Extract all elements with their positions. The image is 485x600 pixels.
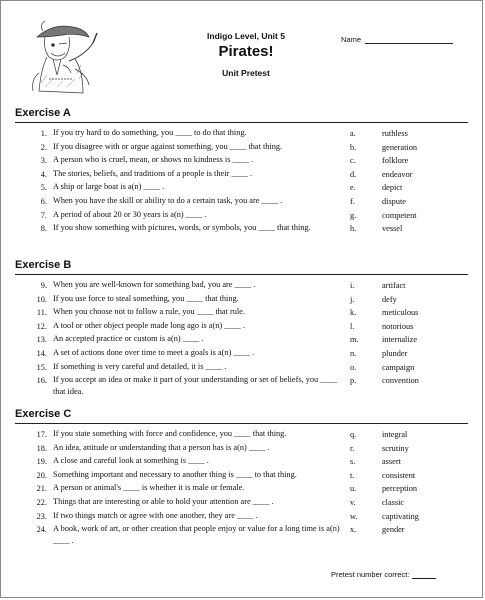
question-number: 17. xyxy=(36,430,47,439)
exercise-b-divider xyxy=(15,274,468,275)
list-item xyxy=(1,482,484,496)
question-text: A period of about 20 or 30 years is a(n) ____ . xyxy=(53,209,207,219)
name-blank-line[interactable] xyxy=(365,35,453,44)
choice-word: generation xyxy=(382,142,418,152)
unit-level: Indigo Level, Unit 5 xyxy=(207,31,285,41)
question-text: A person or animal's ____ is whether it is male or female. xyxy=(53,483,245,493)
name-field[interactable] xyxy=(341,35,453,44)
question-number: 20. xyxy=(36,470,47,480)
choice-letter: b. xyxy=(350,142,357,152)
choice-letter: n. xyxy=(350,348,357,358)
question-number: 13. xyxy=(36,335,47,345)
question-text: When you are well-known for something bad, you are ____ . xyxy=(53,280,256,289)
list-item xyxy=(1,347,484,361)
choice-letter: w. xyxy=(350,511,358,521)
choice-letter: r. xyxy=(350,443,355,453)
choice-word: convention xyxy=(382,376,419,386)
choice-word: consistent xyxy=(382,470,416,480)
choice-letter: d. xyxy=(350,169,357,179)
question-number: 3. xyxy=(40,156,47,166)
choice-word: artifact xyxy=(382,281,406,290)
exercise-a-divider xyxy=(15,122,468,123)
choice-letter: q. xyxy=(350,430,357,439)
question-text: A tool or other object people made long ago is a(n) ____ . xyxy=(53,320,245,330)
exercise-a-list xyxy=(1,127,484,247)
choice-word: campaign xyxy=(382,362,415,372)
list-item xyxy=(1,181,484,195)
choice-word: captivating xyxy=(382,511,419,521)
question-number: 15. xyxy=(36,362,47,372)
question-text: An accepted practice or custom is a(n) ____ . xyxy=(53,334,204,344)
worksheet-subtitle: Unit Pretest xyxy=(222,68,270,78)
choice-word: depict xyxy=(382,183,403,193)
choice-letter: s. xyxy=(350,457,356,467)
choice-word: ruthless xyxy=(382,129,408,138)
question-text: A person who is cruel, mean, or shows no kindness is ____ . xyxy=(53,155,254,165)
question-number: 5. xyxy=(40,183,47,193)
list-item xyxy=(1,154,484,168)
choice-word: internalize xyxy=(382,335,418,345)
list-item xyxy=(1,523,484,548)
choice-letter: l. xyxy=(350,321,355,331)
question-text: When you choose not to follow a rule, you ____ that rule. xyxy=(53,307,245,317)
list-item xyxy=(1,469,484,483)
pretest-score-label: Pretest number correct: xyxy=(331,570,410,579)
choice-letter: v. xyxy=(350,497,356,507)
list-item xyxy=(1,141,484,155)
question-text: When you have the skill or ability to do a certain task, you are ____ . xyxy=(53,195,283,205)
score-blank-line[interactable] xyxy=(412,571,436,579)
list-item xyxy=(1,222,484,247)
question-text: A set of actions done over time to meet a goals is a(n) ____ . xyxy=(53,347,255,357)
choice-word: dispute xyxy=(382,196,406,206)
list-item xyxy=(1,442,484,456)
exercise-b-heading: Exercise B xyxy=(15,259,72,271)
choice-letter: j. xyxy=(350,294,355,304)
question-text: A ship or large boat is a(n) ____ . xyxy=(53,182,165,192)
question-number: 6. xyxy=(40,196,47,206)
list-item xyxy=(1,428,484,442)
choice-letter: t. xyxy=(350,470,355,480)
list-item xyxy=(1,306,484,320)
choice-letter: x. xyxy=(350,525,357,535)
question-text: If you state something with force and confidence, you ____ that thing. xyxy=(53,429,287,438)
pretest-score-field[interactable] xyxy=(331,570,436,579)
question-number: 9. xyxy=(40,281,47,290)
exercise-c-list xyxy=(1,428,484,548)
question-number: 16. xyxy=(36,376,47,386)
worksheet-title: Pirates! xyxy=(218,43,274,60)
choice-letter: a. xyxy=(350,129,356,138)
choice-word: folklore xyxy=(382,156,409,166)
choice-word: plunder xyxy=(382,348,408,358)
name-label: Name xyxy=(341,35,362,44)
list-item xyxy=(1,320,484,334)
question-number: 1. xyxy=(40,129,47,138)
question-number: 23. xyxy=(36,511,47,521)
question-number: 21. xyxy=(36,484,47,494)
question-number: 22. xyxy=(36,497,47,507)
list-item xyxy=(1,195,484,209)
question-text: A book, work of art, or other creation that people enjoy or value for a long time is a(n) ____ . xyxy=(53,524,340,546)
choice-letter: o. xyxy=(350,362,357,372)
choice-word: vessel xyxy=(382,224,403,234)
choice-word: classic xyxy=(382,497,405,507)
choice-word: notorious xyxy=(382,321,414,331)
list-item xyxy=(1,496,484,510)
choice-letter: g. xyxy=(350,210,357,220)
worksheet-header xyxy=(151,31,341,78)
question-number: 14. xyxy=(36,348,47,358)
list-item xyxy=(1,455,484,469)
list-item xyxy=(1,333,484,347)
question-number: 4. xyxy=(40,169,47,179)
list-item xyxy=(1,293,484,307)
choice-letter: m. xyxy=(350,335,359,345)
exercise-c-divider xyxy=(15,423,468,424)
list-item xyxy=(1,168,484,182)
choice-word: competent xyxy=(382,210,417,220)
choice-letter: p. xyxy=(350,376,357,386)
question-number: 19. xyxy=(36,457,47,467)
choice-letter: c. xyxy=(350,156,356,166)
list-item xyxy=(1,361,484,375)
choice-letter: k. xyxy=(350,308,357,318)
choice-letter: u. xyxy=(350,484,357,494)
choice-word: scrutiny xyxy=(382,443,409,453)
question-text: If you try hard to do something, you ____ to do that thing. xyxy=(53,128,247,137)
exercise-c-heading: Exercise C xyxy=(15,408,72,420)
choice-word: perception xyxy=(382,484,418,494)
choice-letter: i. xyxy=(350,281,355,290)
choice-word: integral xyxy=(382,430,408,439)
exercise-a-heading: Exercise A xyxy=(15,107,71,119)
question-text: An idea, attitude or understanding that a person has is a(n) ____ . xyxy=(53,442,270,452)
question-text: The stories, beliefs, and traditions of a people is their ____ . xyxy=(53,168,253,178)
list-item xyxy=(1,510,484,524)
question-text: If two things match or agree with one another, they are ____ . xyxy=(53,510,258,520)
choice-word: meticulous xyxy=(382,308,419,318)
choice-word: gender xyxy=(382,525,405,535)
question-number: 7. xyxy=(40,210,47,220)
choice-word: defy xyxy=(382,294,397,304)
exercise-b-list xyxy=(1,279,484,399)
list-item xyxy=(1,127,484,141)
choice-letter: f. xyxy=(350,196,355,206)
question-number: 2. xyxy=(40,142,47,152)
question-text: A close and careful look at something is ____ . xyxy=(53,456,209,466)
question-number: 10. xyxy=(36,294,47,304)
choice-letter: h. xyxy=(350,224,357,234)
question-text: If you use force to steal something, you ____ that thing. xyxy=(53,293,239,303)
question-number: 12. xyxy=(36,321,47,331)
question-text: Something important and necessary to another thing is ____ to that thing. xyxy=(53,469,297,479)
list-item xyxy=(1,209,484,223)
question-text: Things that are interesting or able to hold your attention are ____ . xyxy=(53,496,274,506)
choice-word: assert xyxy=(382,457,401,467)
choice-letter: e. xyxy=(350,183,356,193)
choice-word: endeavor xyxy=(382,169,413,179)
question-text: If you show something with pictures, words, or symbols, you ____ that thing. xyxy=(53,223,311,233)
pirate-illustration xyxy=(23,13,103,103)
question-number: 11. xyxy=(36,308,47,318)
question-number: 24. xyxy=(36,525,47,535)
question-text: If you disagree with or argue against something, you ____ that thing. xyxy=(53,141,283,151)
question-text: If something is very careful and detailed, it is ____ . xyxy=(53,361,227,371)
question-text: If you accept an idea or make it part of your understanding or set of beliefs, you ____ that idea. xyxy=(53,375,337,397)
list-item xyxy=(1,374,484,399)
question-number: 18. xyxy=(36,443,47,453)
question-number: 8. xyxy=(40,224,47,234)
list-item xyxy=(1,279,484,293)
